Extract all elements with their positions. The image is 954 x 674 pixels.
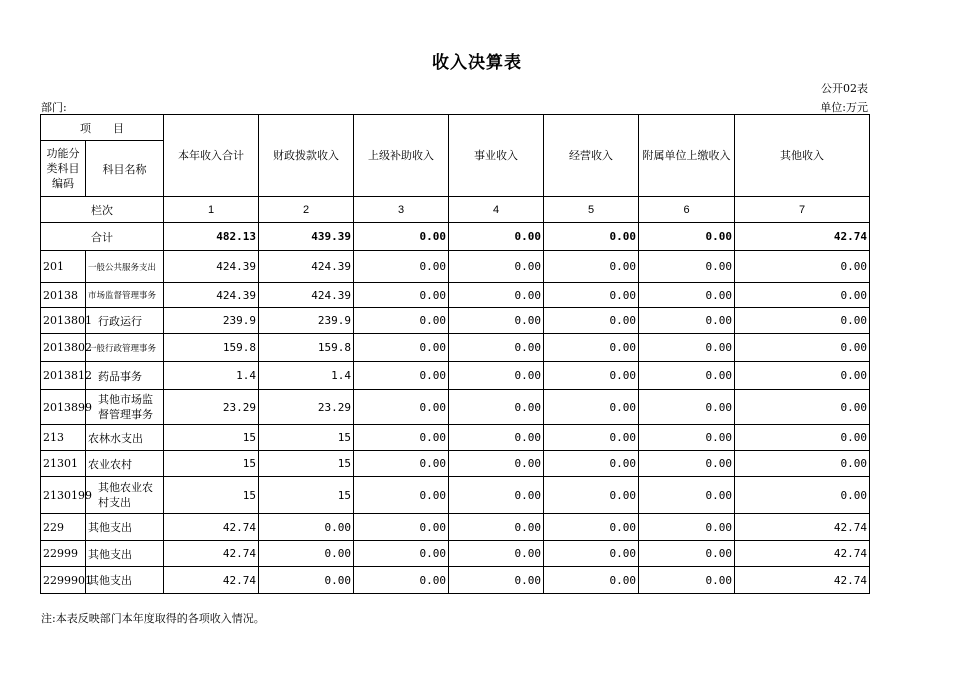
row-value: 42.74	[164, 541, 259, 567]
form-number: 公开02表	[821, 82, 868, 95]
row-value: 0.00	[639, 283, 735, 308]
row-value: 1.4	[259, 362, 354, 390]
row-name: 其他市场监督管理事务	[86, 390, 164, 425]
row-value: 0.00	[354, 514, 449, 541]
header-col-1: 本年收入合计	[164, 115, 259, 197]
row-value: 42.74	[735, 514, 870, 541]
row-value: 0.00	[735, 308, 870, 334]
row-value: 0.00	[735, 283, 870, 308]
header-item: 项 目	[41, 115, 164, 141]
row-value: 0.00	[544, 251, 639, 283]
row-value: 0.00	[544, 308, 639, 334]
row-name: 一般公共服务支出	[86, 251, 164, 283]
row-code: 2013802	[41, 334, 86, 362]
col-number-1: 1	[164, 197, 259, 223]
row-value: 0.00	[639, 451, 735, 477]
row-value: 15	[164, 477, 259, 514]
col-number-4: 4	[449, 197, 544, 223]
table-row	[41, 334, 870, 362]
row-code: 229	[41, 514, 86, 541]
row-value: 0.00	[639, 334, 735, 362]
unit-label: 单位:万元	[820, 101, 868, 114]
row-value: 0.00	[354, 567, 449, 594]
row-code: 2130199	[41, 477, 86, 514]
row-value: 23.29	[164, 390, 259, 425]
row-code: 213	[41, 425, 86, 451]
row-value: 15	[164, 425, 259, 451]
row-value: 0.00	[354, 251, 449, 283]
row-value: 0.00	[544, 362, 639, 390]
row-value: 424.39	[164, 283, 259, 308]
row-value: 15	[164, 451, 259, 477]
row-value: 42.74	[735, 541, 870, 567]
row-value: 0.00	[544, 514, 639, 541]
total-value: 0.00	[449, 223, 544, 251]
row-value: 0.00	[735, 477, 870, 514]
row-name: 其他支出	[86, 514, 164, 541]
table-row	[41, 251, 870, 283]
col-number-5: 5	[544, 197, 639, 223]
row-code: 2013899	[41, 390, 86, 425]
row-value: 0.00	[449, 514, 544, 541]
total-value: 0.00	[354, 223, 449, 251]
row-value: 0.00	[449, 251, 544, 283]
report-title: 收入决算表	[432, 53, 522, 73]
row-value: 0.00	[544, 541, 639, 567]
row-value: 0.00	[354, 390, 449, 425]
header-col-2: 财政拨款收入	[259, 115, 354, 197]
row-name: 一般行政管理事务	[86, 334, 164, 362]
row-value: 239.9	[259, 308, 354, 334]
row-value: 0.00	[449, 362, 544, 390]
row-code: 2013812	[41, 362, 86, 390]
total-value: 42.74	[735, 223, 870, 251]
table-row	[41, 514, 870, 541]
column-index-row	[41, 197, 870, 223]
table-row	[41, 541, 870, 567]
row-value: 0.00	[735, 451, 870, 477]
table-row	[41, 308, 870, 334]
row-value: 0.00	[639, 308, 735, 334]
row-value: 0.00	[354, 541, 449, 567]
row-value: 0.00	[735, 251, 870, 283]
row-value: 15	[259, 451, 354, 477]
row-value: 0.00	[354, 477, 449, 514]
row-value: 0.00	[449, 425, 544, 451]
header-col-5: 经营收入	[544, 115, 639, 197]
header-row-item	[41, 115, 870, 141]
row-value: 0.00	[259, 514, 354, 541]
row-code: 22999	[41, 541, 86, 567]
row-code: 201	[41, 251, 86, 283]
row-value: 0.00	[735, 362, 870, 390]
row-value: 0.00	[354, 283, 449, 308]
row-name: 其他支出	[86, 541, 164, 567]
row-value: 0.00	[735, 425, 870, 451]
department-label: 部门:	[41, 101, 67, 114]
row-name: 农业农村	[86, 451, 164, 477]
row-code: 2013801	[41, 308, 86, 334]
row-value: 0.00	[449, 477, 544, 514]
total-value: 439.39	[259, 223, 354, 251]
row-value: 424.39	[259, 251, 354, 283]
row-code: 21301	[41, 451, 86, 477]
col-number-7: 7	[735, 197, 870, 223]
row-value: 0.00	[259, 541, 354, 567]
table-row	[41, 567, 870, 594]
row-name: 市场监督管理事务	[86, 283, 164, 308]
col-number-6: 6	[639, 197, 735, 223]
row-name: 其他支出	[86, 567, 164, 594]
row-value: 0.00	[639, 541, 735, 567]
row-value: 424.39	[259, 283, 354, 308]
header-col-7: 其他收入	[735, 115, 870, 197]
footnote: 注:本表反映部门本年度取得的各项收入情况。	[41, 612, 265, 625]
row-value: 0.00	[639, 251, 735, 283]
row-value: 0.00	[639, 567, 735, 594]
row-value: 0.00	[544, 567, 639, 594]
table-row	[41, 283, 870, 308]
col-number-2: 2	[259, 197, 354, 223]
row-value: 239.9	[164, 308, 259, 334]
row-name: 农林水支出	[86, 425, 164, 451]
row-value: 0.00	[449, 451, 544, 477]
row-value: 0.00	[639, 477, 735, 514]
row-name: 行政运行	[86, 308, 164, 334]
row-value: 0.00	[544, 334, 639, 362]
row-value: 159.8	[164, 334, 259, 362]
row-value: 15	[259, 425, 354, 451]
row-value: 0.00	[639, 390, 735, 425]
row-value: 159.8	[259, 334, 354, 362]
row-value: 0.00	[544, 451, 639, 477]
row-value: 15	[259, 477, 354, 514]
row-value: 0.00	[544, 477, 639, 514]
header-col-6: 附属单位上缴收入	[639, 115, 735, 197]
row-value: 42.74	[735, 567, 870, 594]
total-label: 合计	[41, 223, 164, 251]
row-value: 0.00	[354, 425, 449, 451]
row-value: 424.39	[164, 251, 259, 283]
row-value: 0.00	[735, 390, 870, 425]
total-value: 0.00	[544, 223, 639, 251]
total-value: 0.00	[639, 223, 735, 251]
row-name: 其他农业农村支出	[86, 477, 164, 514]
table-row	[41, 390, 870, 425]
row-value: 0.00	[449, 308, 544, 334]
header-code: 功能分类科目编码	[41, 141, 86, 197]
row-code: 2299901	[41, 567, 86, 594]
row-value: 0.00	[354, 334, 449, 362]
row-value: 0.00	[544, 390, 639, 425]
row-name: 药品事务	[86, 362, 164, 390]
row-value: 0.00	[639, 425, 735, 451]
header-name: 科目名称	[86, 141, 164, 197]
row-value: 42.74	[164, 514, 259, 541]
row-value: 42.74	[164, 567, 259, 594]
row-value: 0.00	[639, 514, 735, 541]
row-value: 0.00	[449, 283, 544, 308]
row-value: 0.00	[449, 334, 544, 362]
table-row	[41, 451, 870, 477]
col-number-3: 3	[354, 197, 449, 223]
header-col-3: 上级补助收入	[354, 115, 449, 197]
table-row	[41, 362, 870, 390]
income-table	[40, 114, 870, 594]
row-value: 0.00	[449, 567, 544, 594]
row-value: 0.00	[354, 451, 449, 477]
row-value: 0.00	[354, 308, 449, 334]
row-value: 0.00	[639, 362, 735, 390]
row-value: 23.29	[259, 390, 354, 425]
row-value: 1.4	[164, 362, 259, 390]
row-value: 0.00	[544, 283, 639, 308]
total-row	[41, 223, 870, 251]
row-value: 0.00	[259, 567, 354, 594]
table-row	[41, 425, 870, 451]
header-col-4: 事业收入	[449, 115, 544, 197]
row-value: 0.00	[735, 334, 870, 362]
row-value: 0.00	[449, 390, 544, 425]
total-value: 482.13	[164, 223, 259, 251]
row-value: 0.00	[354, 362, 449, 390]
table-row	[41, 477, 870, 514]
row-value: 0.00	[449, 541, 544, 567]
row-index-label: 栏次	[41, 197, 164, 223]
row-code: 20138	[41, 283, 86, 308]
row-value: 0.00	[544, 425, 639, 451]
